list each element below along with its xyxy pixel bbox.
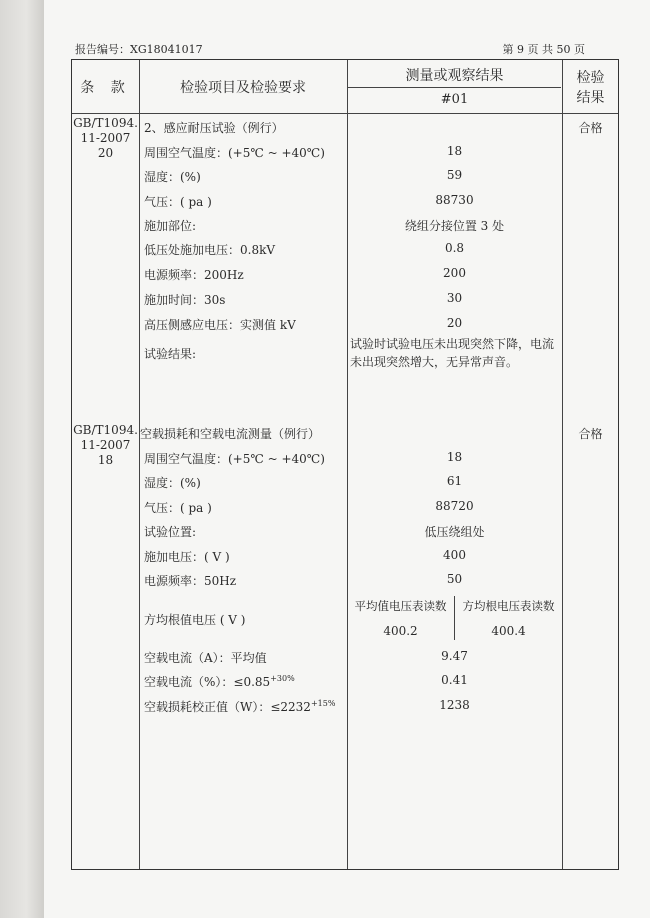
row-label: 湿度：(%) (144, 170, 201, 184)
row-value: 低压绕组处 (424, 525, 485, 539)
sample-header: #01 (440, 92, 469, 107)
row-label: 周围空气温度：(+5℃ ~ +40℃) (144, 146, 325, 160)
col-divider (139, 60, 140, 869)
col-divider (562, 60, 563, 869)
item-header: 检验项目及检验要求 (180, 80, 306, 96)
header-divider (72, 113, 618, 114)
clause-code-line: GB/T1094. (73, 423, 138, 437)
row-value: 61 (446, 474, 463, 488)
row-value: 9.47 (441, 649, 468, 663)
row-value: 200 (443, 266, 466, 280)
row-value: 18 (446, 450, 463, 464)
avg-voltage-header: 平均值电压表读数 (354, 599, 447, 613)
tolerance-sup: +30% (270, 674, 295, 683)
row-value: 50 (446, 572, 463, 586)
row-value: 20 (446, 316, 463, 330)
row-label: 气压：( pa ) (144, 501, 212, 515)
row-label: 低压处施加电压：0.8kV (144, 243, 276, 257)
row-value: 30 (446, 291, 463, 305)
clause-code-line: 11-2007 (80, 438, 131, 452)
page-info: 第 9 页 共 50 页 (502, 43, 585, 56)
conclusion-label: 试验结果: (144, 347, 197, 361)
clause-code (72, 116, 139, 161)
report-number: 报告编号：XG18041017 (75, 43, 203, 56)
result-pass: 合格 (578, 427, 603, 441)
row-label: 空载电流（A）：平均值 (144, 651, 267, 665)
row-label (144, 698, 335, 715)
clause-header: 条 款 (80, 80, 131, 96)
clause-code-line: 20 (97, 146, 114, 160)
row-label: 施加时间：30s (144, 293, 226, 307)
clause-code-line: GB/T1094. (73, 116, 138, 130)
row-value: 59 (446, 168, 463, 182)
rms-label: 方均根值电压 ( V ) (144, 613, 246, 627)
row-label: 周围空气温度：(+5℃ ~ +40℃) (144, 452, 325, 466)
avg-voltage-value: 400.2 (383, 624, 418, 638)
row-label: 施加部位: (144, 219, 197, 233)
row-label-text: 空载电流（%）：≤0.85 (144, 675, 271, 689)
row-value: 1238 (439, 698, 470, 712)
result-pass: 合格 (578, 121, 603, 135)
row-value: 0.8 (444, 241, 465, 255)
measure-header: 测量或观察结果 (405, 68, 504, 84)
row-label: 湿度：(%) (144, 476, 201, 490)
row-label (144, 673, 295, 690)
row-value: 绕组分接位置 3 处 (404, 219, 505, 233)
row-label: 施加电压：( V ) (144, 550, 230, 564)
row-label: 高压侧感应电压：实测值 kV (144, 318, 296, 332)
inspection-table (71, 59, 619, 870)
tolerance-sup: +15% (310, 699, 336, 708)
page-edge (0, 0, 44, 918)
section-title: 2、感应耐压试验（例行） (144, 121, 284, 135)
row-value: 88720 (435, 499, 474, 513)
row-label: 试验位置: (144, 525, 197, 539)
conclusion-text: 试验时试验电压未出现突然下降，电流未出现突然增大，无异常声音。 (350, 337, 555, 369)
row-label: 电源频率：50Hz (144, 574, 237, 588)
rms-voltage-value: 400.4 (491, 624, 526, 638)
row-label-text: 空载损耗校正值（W）：≤2232 (144, 700, 311, 714)
row-label: 气压：( pa ) (144, 195, 212, 209)
row-value: 400 (443, 548, 466, 562)
row-value: 18 (446, 144, 463, 158)
row-label: 电源频率：200Hz (144, 268, 244, 282)
clause-code-line: 11-2007 (80, 131, 131, 145)
row-value: 0.41 (441, 673, 468, 687)
clause-code (72, 423, 139, 468)
row-value: 88730 (435, 193, 474, 207)
result-header: 检验结果 (576, 70, 605, 106)
clause-code-line: 18 (97, 453, 114, 467)
section-title: 空载损耗和空载电流测量（例行） (140, 427, 321, 441)
subheader-divider (347, 87, 561, 88)
rms-voltage-header: 方均根电压表读数 (462, 599, 555, 613)
